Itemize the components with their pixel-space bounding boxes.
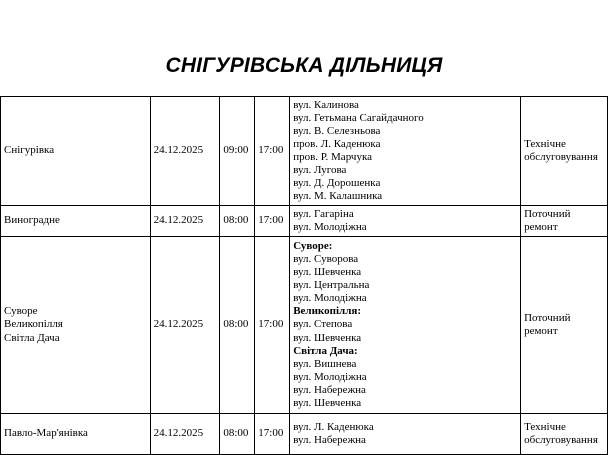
street-line: пров. Л. Каденюка [293, 137, 381, 150]
work-type-cell [521, 237, 608, 414]
work-type-line: ремонт [524, 325, 558, 337]
street-line: вул. Набережна [293, 434, 366, 446]
street-line: вул. Гетьмана Сагайдачного [293, 111, 424, 124]
village-heading: Суворе: [293, 239, 333, 252]
work-type-cell [521, 206, 608, 237]
street-line: вул. Шевченка [293, 331, 362, 344]
streets-cell [290, 414, 521, 455]
street-line: вул. Молодіжна [293, 292, 367, 305]
street-line: вул. Калинова [293, 98, 359, 111]
end-time-cell: 17:00 [255, 237, 290, 414]
table-row [1, 206, 608, 237]
work-type-cell [521, 414, 608, 455]
street-line: вул. Молодіжна [293, 370, 367, 383]
work-type-line: Поточний [524, 207, 571, 220]
table-row [1, 97, 608, 206]
settlement-name: Снігурівка [4, 144, 55, 157]
settlement-cell [1, 237, 151, 414]
settlement-name: Великопілля [4, 318, 63, 331]
streets-cell [290, 237, 521, 414]
table-row [1, 414, 608, 455]
street-line: вул. Л. Каденюка [293, 420, 374, 433]
street-line: вул. Степова [293, 318, 353, 331]
work-type-line: ремонт [524, 221, 558, 233]
date-cell: 24.12.2025 [150, 414, 220, 455]
street-line: пров. Р. Марчука [293, 151, 373, 163]
street-line: вул. Центральна [293, 279, 370, 292]
settlement-name: Павло-Мар'янівка [4, 427, 88, 440]
street-line: вул. Д. Дорошенка [293, 177, 381, 190]
work-type-cell [521, 97, 608, 206]
page-title: СНІГУРІВСЬКА ДІЛЬНИЦЯ [165, 54, 443, 77]
street-line: вул. Шевченка [293, 397, 362, 410]
streets-cell [290, 206, 521, 237]
end-time-cell: 17:00 [255, 414, 290, 455]
end-time-cell: 17:00 [255, 206, 290, 237]
streets-cell [290, 97, 521, 206]
schedule-table [0, 96, 608, 455]
street-line: вул. В. Селезньова [293, 124, 381, 137]
date-cell: 24.12.2025 [150, 206, 220, 237]
start-time-cell: 09:00 [220, 97, 255, 206]
start-time-cell: 08:00 [220, 206, 255, 237]
settlement-cell [1, 206, 151, 237]
work-type-line: обслуговування [524, 151, 598, 163]
date-cell: 24.12.2025 [150, 97, 220, 206]
street-line: вул. Гагаріна [293, 207, 354, 220]
village-heading: Світла Дача: [293, 344, 358, 357]
work-type-line: Поточний [524, 311, 571, 324]
work-type-line: Технічне [524, 137, 566, 150]
work-type-line: обслуговування [524, 434, 598, 446]
street-line: вул. Шевченка [293, 266, 362, 279]
street-line: вул. Набережна [293, 383, 366, 396]
work-type-line: Технічне [524, 420, 566, 433]
start-time-cell: 08:00 [220, 414, 255, 455]
settlement-name: Суворе [4, 305, 38, 318]
street-line: вул. Молодіжна [293, 221, 367, 233]
settlement-name: Світла Дача [4, 331, 60, 344]
end-time-cell: 17:00 [255, 97, 290, 206]
settlement-cell [1, 97, 151, 206]
settlement-name: Виноградне [4, 214, 60, 227]
street-line: вул. Суворова [293, 252, 359, 265]
start-time-cell: 08:00 [220, 237, 255, 414]
street-line: вул. Вишнева [293, 357, 357, 370]
date-cell: 24.12.2025 [150, 237, 220, 414]
village-heading: Великопілля: [293, 305, 361, 318]
street-line: вул. Лугова [293, 164, 347, 177]
street-line: вул. М. Калашника [293, 190, 383, 203]
settlement-cell [1, 414, 151, 455]
table-row [1, 237, 608, 414]
